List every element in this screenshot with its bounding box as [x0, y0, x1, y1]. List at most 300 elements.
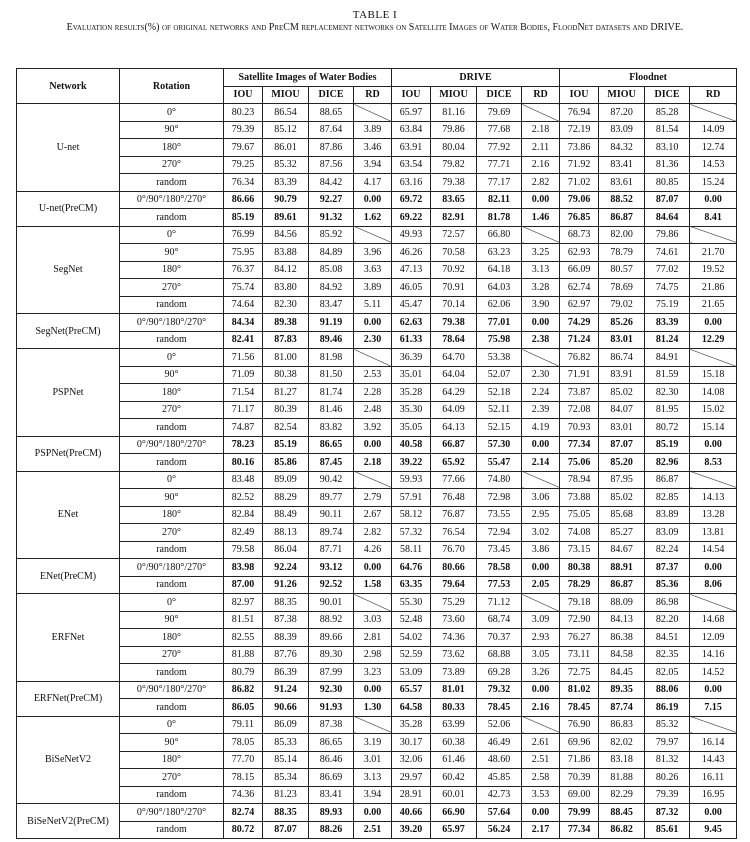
table-row: [17, 646, 737, 664]
value-cell: 8.53: [690, 454, 737, 472]
value-cell: 39.22: [392, 454, 431, 472]
value-cell: 79.97: [645, 734, 690, 752]
value-cell: 85.28: [645, 104, 690, 122]
value-cell: 65.57: [392, 681, 431, 699]
value-cell: 74.61: [645, 244, 690, 262]
rotation-cell: 180°: [120, 751, 224, 769]
table-row: [17, 384, 737, 402]
value-cell: 71.12: [477, 594, 522, 612]
rotation-cell: random: [120, 786, 224, 804]
value-cell: 88.52: [599, 191, 645, 209]
value-cell: 87.07: [599, 436, 645, 454]
value-cell: 81.32: [645, 751, 690, 769]
value-cell: 80.72: [224, 821, 263, 839]
value-cell: 85.61: [645, 821, 690, 839]
value-cell: 71.54: [224, 384, 263, 402]
value-cell: 0.00: [690, 314, 737, 332]
value-cell: 84.58: [599, 646, 645, 664]
rotation-cell: 0°/90°/180°/270°: [120, 804, 224, 822]
value-cell: 52.06: [477, 716, 522, 734]
value-cell: 42.73: [477, 786, 522, 804]
value-cell: 83.61: [599, 174, 645, 192]
value-cell: 75.29: [431, 594, 477, 612]
value-cell: 80.38: [263, 366, 309, 384]
value-cell: 0.00: [354, 314, 392, 332]
value-cell: 73.11: [560, 646, 599, 664]
value-cell: 81.50: [309, 366, 354, 384]
value-cell: 89.77: [309, 489, 354, 507]
value-cell: 3.94: [354, 156, 392, 174]
rotation-cell: 270°: [120, 524, 224, 542]
empty-diagonal-cell: [354, 716, 392, 734]
value-cell: 12.74: [690, 139, 737, 157]
table-row: [17, 261, 737, 279]
value-cell: 66.87: [431, 436, 477, 454]
value-cell: 83.48: [224, 471, 263, 489]
value-cell: 77.66: [431, 471, 477, 489]
value-cell: 87.74: [599, 699, 645, 717]
value-cell: 87.71: [309, 541, 354, 559]
rotation-cell: 90°: [120, 366, 224, 384]
value-cell: 80.16: [224, 454, 263, 472]
value-cell: 16.11: [690, 769, 737, 787]
table-row: [17, 559, 737, 577]
value-cell: 87.95: [599, 471, 645, 489]
value-cell: 3.19: [354, 734, 392, 752]
value-cell: 85.02: [599, 384, 645, 402]
value-cell: 88.35: [263, 804, 309, 822]
value-cell: 2.38: [522, 331, 560, 349]
value-cell: 64.70: [431, 349, 477, 367]
value-cell: 8.06: [690, 576, 737, 594]
value-cell: 75.74: [224, 279, 263, 297]
value-cell: 76.37: [224, 261, 263, 279]
rotation-cell: 0°/90°/180°/270°: [120, 559, 224, 577]
value-cell: 0.00: [522, 191, 560, 209]
value-cell: 81.23: [263, 786, 309, 804]
value-cell: 2.39: [522, 401, 560, 419]
value-cell: 87.07: [263, 821, 309, 839]
value-cell: 87.56: [309, 156, 354, 174]
value-cell: 75.06: [560, 454, 599, 472]
value-cell: 82.91: [431, 209, 477, 227]
value-cell: 58.12: [392, 506, 431, 524]
value-cell: 63.99: [431, 716, 477, 734]
table-row: [17, 489, 737, 507]
value-cell: 74.80: [477, 471, 522, 489]
value-cell: 83.65: [431, 191, 477, 209]
value-cell: 83.41: [599, 156, 645, 174]
empty-diagonal-cell: [690, 471, 737, 489]
value-cell: 77.34: [560, 821, 599, 839]
value-cell: 64.18: [477, 261, 522, 279]
value-cell: 74.36: [431, 629, 477, 647]
value-cell: 3.23: [354, 664, 392, 682]
value-cell: 3.28: [522, 279, 560, 297]
value-cell: 69.00: [560, 786, 599, 804]
network-name: ERFNet: [17, 594, 120, 682]
value-cell: 82.30: [263, 296, 309, 314]
header-metric: RD: [354, 86, 392, 104]
rotation-cell: random: [120, 296, 224, 314]
value-cell: 52.48: [392, 611, 431, 629]
header-metric: RD: [522, 86, 560, 104]
value-cell: 90.01: [309, 594, 354, 612]
table-row: [17, 401, 737, 419]
value-cell: 81.16: [431, 104, 477, 122]
value-cell: 76.34: [224, 174, 263, 192]
value-cell: 88.92: [309, 611, 354, 629]
value-cell: 82.05: [645, 664, 690, 682]
value-cell: 82.11: [477, 191, 522, 209]
value-cell: 35.28: [392, 384, 431, 402]
value-cell: 68.74: [477, 611, 522, 629]
value-cell: 73.62: [431, 646, 477, 664]
value-cell: 78.23: [224, 436, 263, 454]
value-cell: 54.02: [392, 629, 431, 647]
value-cell: 3.46: [354, 139, 392, 157]
value-cell: 14.54: [690, 541, 737, 559]
value-cell: 64.29: [431, 384, 477, 402]
value-cell: 89.35: [599, 681, 645, 699]
value-cell: 88.26: [309, 821, 354, 839]
value-cell: 73.87: [560, 384, 599, 402]
value-cell: 48.60: [477, 751, 522, 769]
header-metric: DICE: [477, 86, 522, 104]
table-row: [17, 629, 737, 647]
value-cell: 28.91: [392, 786, 431, 804]
table-row: [17, 121, 737, 139]
value-cell: 81.51: [224, 611, 263, 629]
value-cell: 79.25: [224, 156, 263, 174]
value-cell: 86.83: [599, 716, 645, 734]
table-row: [17, 576, 737, 594]
value-cell: 72.98: [477, 489, 522, 507]
rotation-cell: 0°: [120, 349, 224, 367]
value-cell: 62.63: [392, 314, 431, 332]
value-cell: 73.45: [477, 541, 522, 559]
value-cell: 63.91: [392, 139, 431, 157]
value-cell: 90.11: [309, 506, 354, 524]
rotation-cell: 0°/90°/180°/270°: [120, 191, 224, 209]
value-cell: 15.02: [690, 401, 737, 419]
value-cell: 3.96: [354, 244, 392, 262]
value-cell: 3.05: [522, 646, 560, 664]
value-cell: 76.54: [431, 524, 477, 542]
table-row: [17, 541, 737, 559]
network-name: SegNet(PreCM): [17, 314, 120, 349]
value-cell: 62.97: [560, 296, 599, 314]
value-cell: 87.00: [224, 576, 263, 594]
network-name: PSPNet: [17, 349, 120, 437]
value-cell: 78.45: [477, 699, 522, 717]
rotation-cell: 270°: [120, 401, 224, 419]
table-row: [17, 594, 737, 612]
value-cell: 63.16: [392, 174, 431, 192]
value-cell: 74.64: [224, 296, 263, 314]
value-cell: 91.26: [263, 576, 309, 594]
value-cell: 80.23: [224, 104, 263, 122]
value-cell: 75.05: [560, 506, 599, 524]
value-cell: 14.52: [690, 664, 737, 682]
value-cell: 64.76: [392, 559, 431, 577]
header-metric: DICE: [645, 86, 690, 104]
value-cell: 84.42: [309, 174, 354, 192]
value-cell: 68.88: [477, 646, 522, 664]
value-cell: 81.88: [224, 646, 263, 664]
table-row: [17, 139, 737, 157]
network-name: U-net(PreCM): [17, 191, 120, 226]
value-cell: 82.55: [224, 629, 263, 647]
value-cell: 78.69: [599, 279, 645, 297]
value-cell: 86.01: [263, 139, 309, 157]
table-row: [17, 419, 737, 437]
value-cell: 92.27: [309, 191, 354, 209]
value-cell: 76.27: [560, 629, 599, 647]
value-cell: 85.32: [263, 156, 309, 174]
value-cell: 63.23: [477, 244, 522, 262]
value-cell: 83.10: [645, 139, 690, 157]
value-cell: 57.64: [477, 804, 522, 822]
value-cell: 0.00: [522, 559, 560, 577]
value-cell: 91.93: [309, 699, 354, 717]
network-name: BiSeNetV2(PreCM): [17, 804, 120, 839]
value-cell: 76.82: [560, 349, 599, 367]
value-cell: 88.65: [309, 104, 354, 122]
value-cell: 79.11: [224, 716, 263, 734]
value-cell: 52.59: [392, 646, 431, 664]
rotation-cell: 0°/90°/180°/270°: [120, 314, 224, 332]
value-cell: 0.00: [522, 436, 560, 454]
value-cell: 55.30: [392, 594, 431, 612]
value-cell: 80.57: [599, 261, 645, 279]
value-cell: 62.93: [560, 244, 599, 262]
value-cell: 73.88: [560, 489, 599, 507]
value-cell: 85.12: [263, 121, 309, 139]
value-cell: 16.95: [690, 786, 737, 804]
value-cell: 55.47: [477, 454, 522, 472]
rotation-cell: 180°: [120, 629, 224, 647]
value-cell: 5.11: [354, 296, 392, 314]
value-cell: 69.28: [477, 664, 522, 682]
value-cell: 2.53: [354, 366, 392, 384]
value-cell: 89.66: [309, 629, 354, 647]
value-cell: 0.00: [690, 681, 737, 699]
value-cell: 86.82: [224, 681, 263, 699]
value-cell: 56.24: [477, 821, 522, 839]
empty-diagonal-cell: [522, 226, 560, 244]
value-cell: 13.81: [690, 524, 737, 542]
table-row: [17, 681, 737, 699]
empty-diagonal-cell: [522, 349, 560, 367]
value-cell: 74.08: [560, 524, 599, 542]
header-dataset-floodnet: Floodnet: [560, 69, 737, 87]
value-cell: 87.38: [263, 611, 309, 629]
value-cell: 91.32: [309, 209, 354, 227]
value-cell: 64.09: [431, 401, 477, 419]
value-cell: 2.93: [522, 629, 560, 647]
value-cell: 29.97: [392, 769, 431, 787]
value-cell: 85.19: [645, 436, 690, 454]
value-cell: 82.30: [645, 384, 690, 402]
value-cell: 46.49: [477, 734, 522, 752]
table-row: [17, 226, 737, 244]
value-cell: 45.85: [477, 769, 522, 787]
value-cell: 81.59: [645, 366, 690, 384]
value-cell: 4.26: [354, 541, 392, 559]
value-cell: 83.01: [599, 331, 645, 349]
value-cell: 84.67: [599, 541, 645, 559]
value-cell: 84.45: [599, 664, 645, 682]
value-cell: 81.02: [560, 681, 599, 699]
value-cell: 79.18: [560, 594, 599, 612]
rotation-cell: random: [120, 576, 224, 594]
value-cell: 4.19: [522, 419, 560, 437]
value-cell: 73.60: [431, 611, 477, 629]
value-cell: 80.79: [224, 664, 263, 682]
rotation-cell: random: [120, 209, 224, 227]
value-cell: 2.05: [522, 576, 560, 594]
value-cell: 83.98: [224, 559, 263, 577]
value-cell: 79.39: [224, 121, 263, 139]
value-cell: 70.14: [431, 296, 477, 314]
table-row: [17, 471, 737, 489]
table-row: [17, 104, 737, 122]
network-name: ENet(PreCM): [17, 559, 120, 594]
value-cell: 86.54: [263, 104, 309, 122]
empty-diagonal-cell: [690, 104, 737, 122]
value-cell: 2.24: [522, 384, 560, 402]
value-cell: 71.17: [224, 401, 263, 419]
table-row: [17, 296, 737, 314]
value-cell: 64.58: [392, 699, 431, 717]
value-cell: 83.91: [599, 366, 645, 384]
value-cell: 81.88: [599, 769, 645, 787]
value-cell: 86.82: [599, 821, 645, 839]
value-cell: 0.00: [690, 559, 737, 577]
value-cell: 88.49: [263, 506, 309, 524]
value-cell: 80.38: [560, 559, 599, 577]
rotation-cell: 270°: [120, 279, 224, 297]
value-cell: 2.61: [522, 734, 560, 752]
table-row: [17, 786, 737, 804]
value-cell: 59.93: [392, 471, 431, 489]
value-cell: 85.26: [599, 314, 645, 332]
value-cell: 82.02: [599, 734, 645, 752]
value-cell: 90.66: [263, 699, 309, 717]
value-cell: 72.90: [560, 611, 599, 629]
value-cell: 76.99: [224, 226, 263, 244]
value-cell: 87.32: [645, 804, 690, 822]
value-cell: 12.29: [690, 331, 737, 349]
value-cell: 2.48: [354, 401, 392, 419]
value-cell: 86.39: [263, 664, 309, 682]
value-cell: 84.64: [645, 209, 690, 227]
value-cell: 3.89: [354, 121, 392, 139]
value-cell: 21.70: [690, 244, 737, 262]
value-cell: 87.07: [645, 191, 690, 209]
value-cell: 76.87: [431, 506, 477, 524]
value-cell: 76.70: [431, 541, 477, 559]
value-cell: 81.36: [645, 156, 690, 174]
rotation-cell: random: [120, 699, 224, 717]
value-cell: 61.33: [392, 331, 431, 349]
empty-diagonal-cell: [354, 226, 392, 244]
table-row: [17, 664, 737, 682]
value-cell: 83.39: [645, 314, 690, 332]
value-cell: 82.49: [224, 524, 263, 542]
value-cell: 88.45: [599, 804, 645, 822]
rotation-cell: 90°: [120, 244, 224, 262]
header-dataset-drive: DRIVE: [392, 69, 560, 87]
network-name: U-net: [17, 104, 120, 192]
value-cell: 85.27: [599, 524, 645, 542]
header-metric: DICE: [309, 86, 354, 104]
value-cell: 85.36: [645, 576, 690, 594]
rotation-cell: 90°: [120, 611, 224, 629]
value-cell: 4.17: [354, 174, 392, 192]
value-cell: 52.15: [477, 419, 522, 437]
value-cell: 35.01: [392, 366, 431, 384]
table-row: [17, 734, 737, 752]
value-cell: 39.20: [392, 821, 431, 839]
rotation-cell: random: [120, 541, 224, 559]
rotation-cell: random: [120, 419, 224, 437]
value-cell: 88.39: [263, 629, 309, 647]
table-row: [17, 454, 737, 472]
header-rotation: Rotation: [120, 69, 224, 104]
value-cell: 88.29: [263, 489, 309, 507]
value-cell: 77.68: [477, 121, 522, 139]
value-cell: 86.38: [599, 629, 645, 647]
value-cell: 86.98: [645, 594, 690, 612]
rotation-cell: random: [120, 331, 224, 349]
empty-diagonal-cell: [354, 594, 392, 612]
value-cell: 52.11: [477, 401, 522, 419]
value-cell: 14.68: [690, 611, 737, 629]
value-cell: 79.39: [645, 786, 690, 804]
value-cell: 81.24: [645, 331, 690, 349]
table-row: [17, 366, 737, 384]
value-cell: 76.90: [560, 716, 599, 734]
value-cell: 72.08: [560, 401, 599, 419]
value-cell: 78.58: [477, 559, 522, 577]
empty-diagonal-cell: [354, 471, 392, 489]
header-metric: IOU: [392, 86, 431, 104]
value-cell: 35.05: [392, 419, 431, 437]
value-cell: 2.28: [354, 384, 392, 402]
table-row: [17, 506, 737, 524]
table-row: [17, 209, 737, 227]
value-cell: 14.43: [690, 751, 737, 769]
value-cell: 89.46: [309, 331, 354, 349]
value-cell: 82.35: [645, 646, 690, 664]
value-cell: 82.29: [599, 786, 645, 804]
value-cell: 72.57: [431, 226, 477, 244]
value-cell: 2.30: [522, 366, 560, 384]
value-cell: 84.91: [645, 349, 690, 367]
value-cell: 82.84: [224, 506, 263, 524]
value-cell: 13.28: [690, 506, 737, 524]
empty-diagonal-cell: [690, 716, 737, 734]
value-cell: 71.86: [560, 751, 599, 769]
rotation-cell: 180°: [120, 139, 224, 157]
value-cell: 77.92: [477, 139, 522, 157]
value-cell: 52.18: [477, 384, 522, 402]
value-cell: 57.30: [477, 436, 522, 454]
value-cell: 3.94: [354, 786, 392, 804]
value-cell: 32.06: [392, 751, 431, 769]
